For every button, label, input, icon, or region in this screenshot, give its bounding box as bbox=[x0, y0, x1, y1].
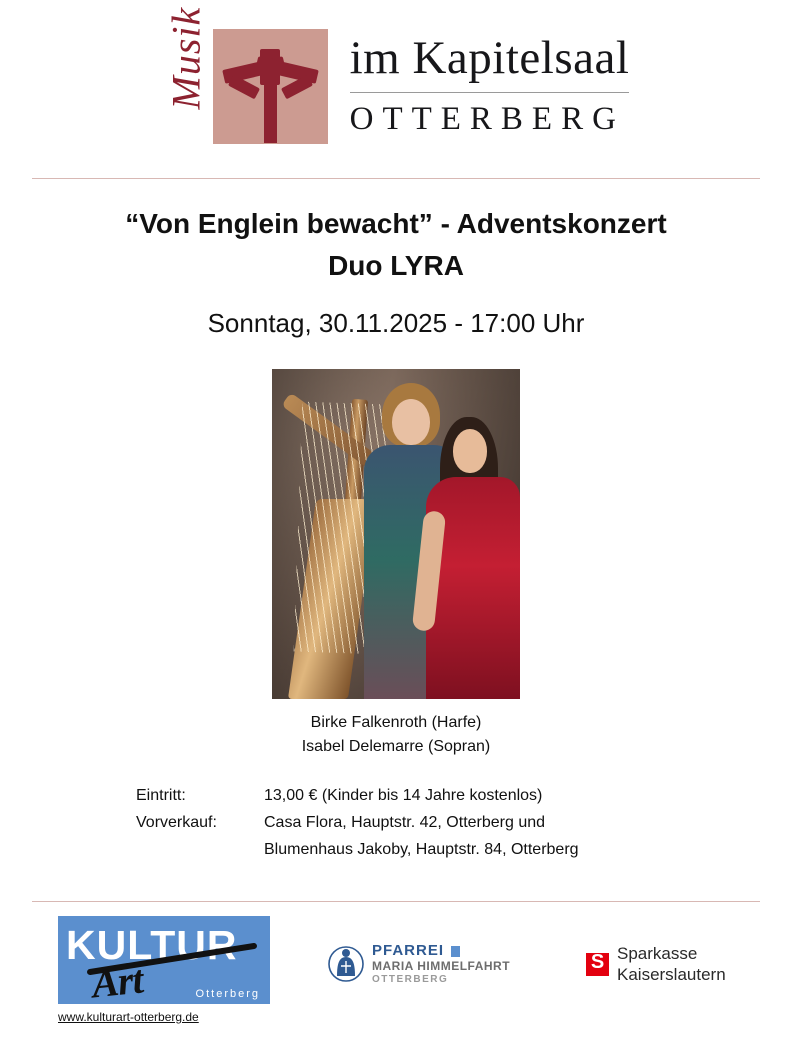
musik-wordmark: Musik bbox=[163, 6, 209, 109]
musik-im-kapitelsaal-logo bbox=[163, 6, 630, 156]
harpist-face bbox=[392, 399, 430, 445]
pfarrei-line-1 bbox=[372, 943, 510, 960]
presale-label-empty bbox=[136, 837, 264, 864]
palm-trunk bbox=[264, 63, 277, 143]
table-row bbox=[136, 783, 656, 810]
ticket-price-value: 13,00 € (Kinder bis 14 Jahre kostenlos) bbox=[264, 787, 543, 804]
pfarrei-line-3: OTTERBERG bbox=[372, 973, 449, 985]
sponsor-footer bbox=[0, 910, 792, 1050]
poster-header bbox=[0, 0, 792, 172]
pfarrei-text-block bbox=[372, 943, 510, 984]
ensemble-name: Duo LYRA bbox=[328, 250, 464, 281]
presale-value-primary: Casa Flora, Hauptstr. 42, Otterberg und bbox=[264, 813, 546, 831]
pfarrei-line-1-text: PFARREI bbox=[372, 942, 445, 960]
header-title: im Kapitelsaal bbox=[349, 31, 630, 84]
sparkasse-line-1: Sparkasse bbox=[617, 944, 698, 963]
performer-line: Isabel Delemarre (Sopran) bbox=[301, 738, 491, 755]
performer-line: Birke Falkenroth (Harfe) bbox=[310, 714, 482, 731]
soprano-face bbox=[453, 429, 487, 473]
performer-photo bbox=[272, 369, 520, 699]
kulturart-script: Art bbox=[89, 956, 145, 1007]
kulturart-place: Otterberg bbox=[195, 988, 260, 1000]
pfarrei-accent-square bbox=[451, 946, 460, 957]
poster-body bbox=[0, 172, 792, 863]
kulturart-website-link[interactable]: www.kulturart-otterberg.de bbox=[58, 1010, 199, 1024]
sparkasse-s-icon bbox=[586, 953, 609, 976]
presale-value-secondary: Blumenhaus Jakoby, Hauptstr. 84, Otterberg bbox=[264, 840, 579, 858]
header-subtitle: OTTERBERG bbox=[349, 101, 625, 138]
event-datetime: Sonntag, 30.11.2025 - 17:00 Uhr bbox=[207, 308, 585, 338]
sparkasse-line-2: Kaiserslautern bbox=[617, 964, 726, 984]
header-title-block bbox=[349, 31, 630, 138]
table-row bbox=[136, 810, 656, 837]
soprano-dress bbox=[426, 477, 520, 699]
palm-tree-mark-icon bbox=[213, 29, 328, 144]
table-row bbox=[136, 837, 656, 864]
presale-label: Vorverkauf: bbox=[136, 813, 217, 831]
pricing-table bbox=[136, 783, 656, 863]
sparkasse-text-block bbox=[617, 944, 726, 985]
sparkasse-logo[interactable] bbox=[586, 944, 726, 985]
ticket-price-label: Eintritt: bbox=[136, 787, 186, 804]
event-title: “Von Englein bewacht” - Adventskonzert bbox=[125, 208, 667, 239]
pfarrei-line-2: MARIA HIMMELFAHRT bbox=[372, 959, 511, 974]
madonna-emblem-icon bbox=[328, 942, 364, 986]
bottom-horizontal-rule bbox=[32, 901, 760, 902]
header-divider bbox=[350, 92, 630, 93]
pfarrei-logo[interactable] bbox=[328, 942, 510, 986]
top-horizontal-rule bbox=[32, 178, 760, 179]
performer-credits bbox=[0, 711, 792, 759]
kulturart-wordmark: KULTUR bbox=[66, 922, 238, 968]
